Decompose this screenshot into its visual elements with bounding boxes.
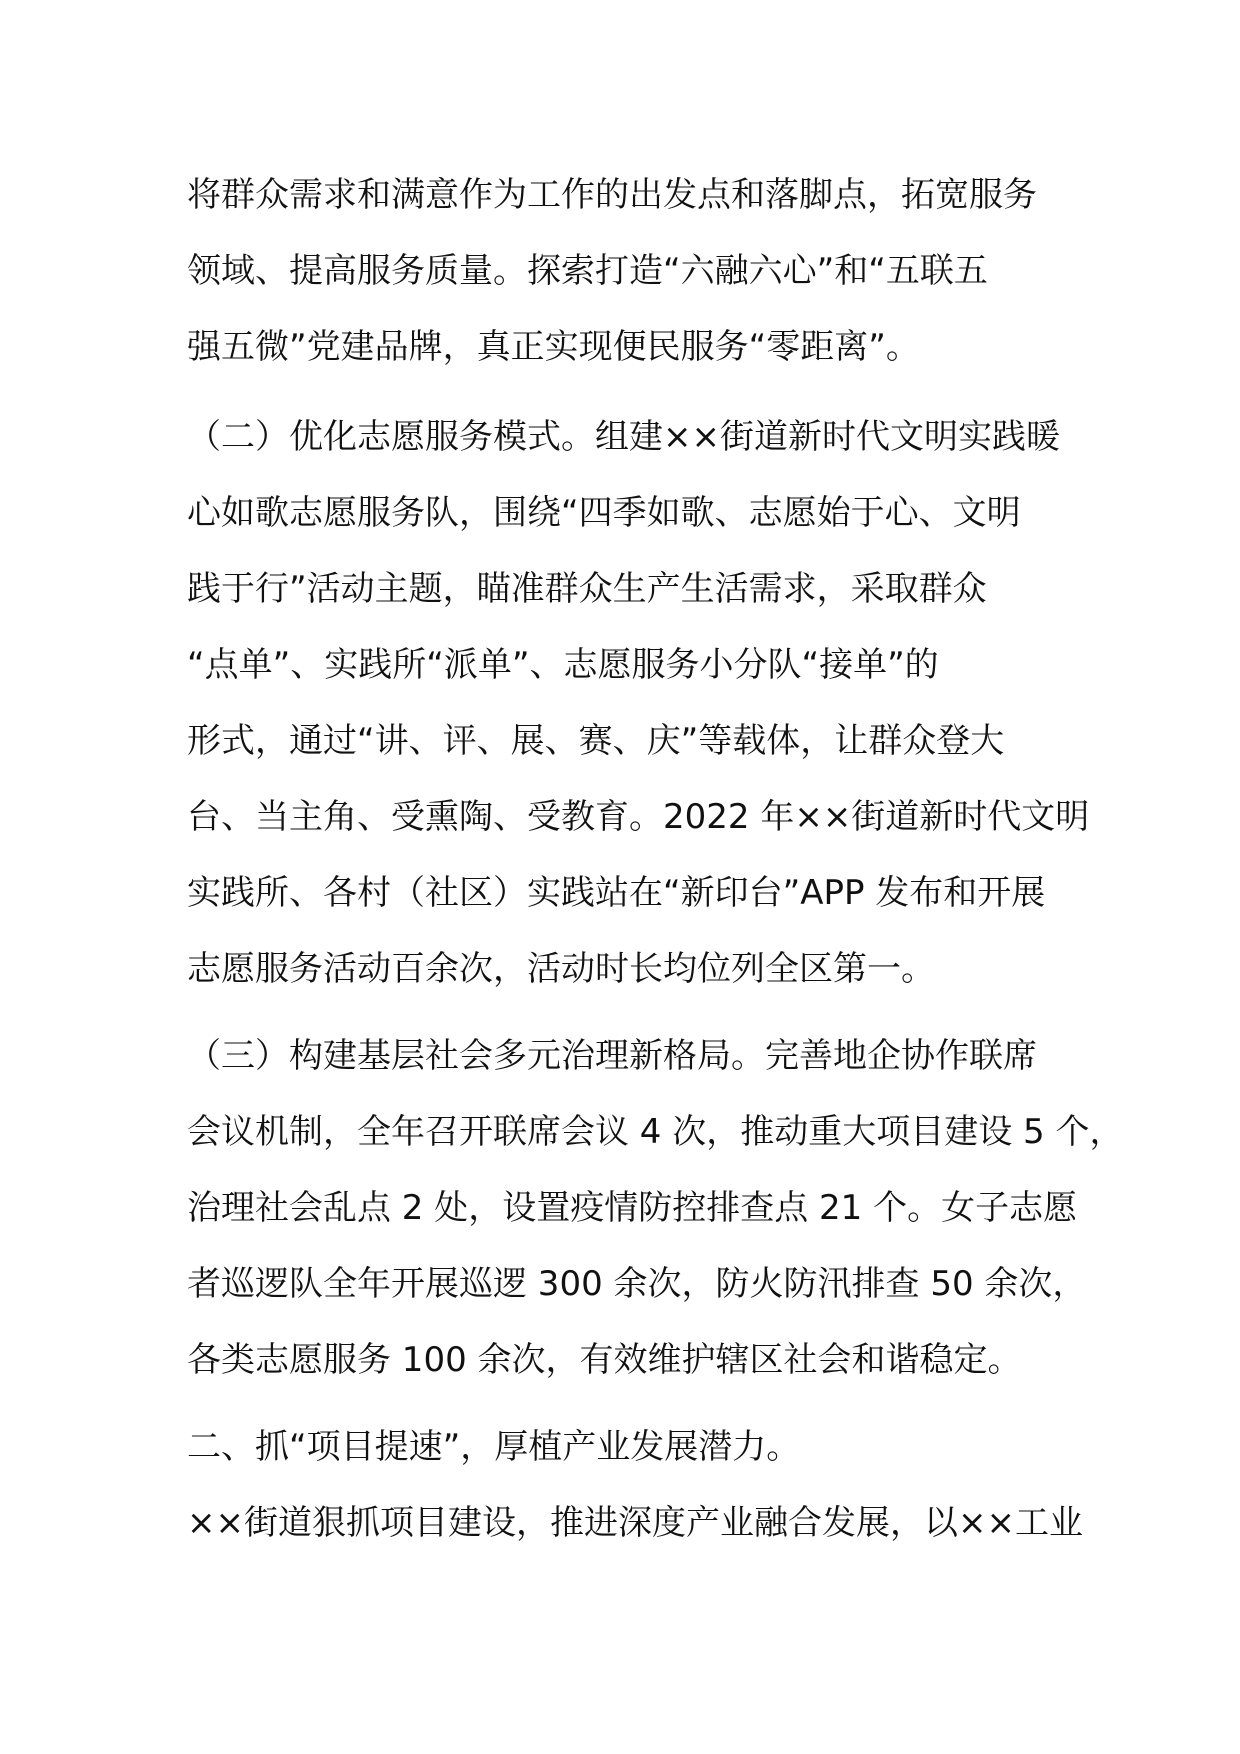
text-line: 形式，通过“讲、评、展、赛、庆”等载体，让群众登大 <box>187 721 1005 761</box>
section-heading <box>187 1409 800 1485</box>
text-line: 治理社会乱点 2 处，设置疫情防控排查点 21 个。女子志愿 <box>187 1188 1078 1228</box>
paragraph-project-construction <box>187 1485 1083 1561</box>
text-line: ××街道狠抓项目建设，推进深度产业融合发展，以××工业 <box>187 1503 1083 1543</box>
paragraph-social-governance <box>187 1018 1124 1398</box>
text-line: 二、抓“项目提速”，厚植产业发展潜力。 <box>187 1427 801 1467</box>
text-line: 强五微”党建品牌，真正实现便民服务“零距离”。 <box>187 327 920 367</box>
text-line: 实践所、各村（社区）实践站在“新印台”APP 发布和开展 <box>187 873 1046 913</box>
text-line: 将群众需求和满意作为工作的出发点和落脚点，拓宽服务 <box>187 175 1037 215</box>
text-line: 各类志愿服务 100 余次，有效维护辖区社会和谐稳定。 <box>187 1340 1022 1380</box>
text-line: 志愿服务活动百余次，活动时长均位列全区第一。 <box>187 949 935 989</box>
text-line: （二）优化志愿服务模式。组建××街道新时代文明实践暖 <box>187 417 1060 457</box>
text-line: 领域、提高服务质量。探索打造“六融六心”和“五联五 <box>187 251 988 291</box>
paragraph-volunteer-service <box>187 399 1089 1007</box>
text-line: 心如歌志愿服务队，围绕“四季如歌、志愿始于心、文明 <box>187 493 1021 533</box>
text-line: 践于行”活动主题，瞄准群众生产生活需求，采取群众 <box>187 569 987 609</box>
text-line: 会议机制，全年召开联席会议 4 次，推动重大项目建设 5 个， <box>187 1112 1124 1152</box>
paragraph-service-continuation <box>187 157 1037 385</box>
text-line: 者巡逻队全年开展巡逻 300 余次，防火防汛排查 50 余次， <box>187 1264 1087 1304</box>
text-line: 台、当主角、受熏陶、受教育。2022 年××街道新时代文明 <box>187 797 1090 837</box>
text-line: “点单”、实践所“派单”、志愿服务小分队“接单”的 <box>187 645 939 685</box>
text-line: （三）构建基层社会多元治理新格局。完善地企协作联席 <box>187 1036 1037 1076</box>
